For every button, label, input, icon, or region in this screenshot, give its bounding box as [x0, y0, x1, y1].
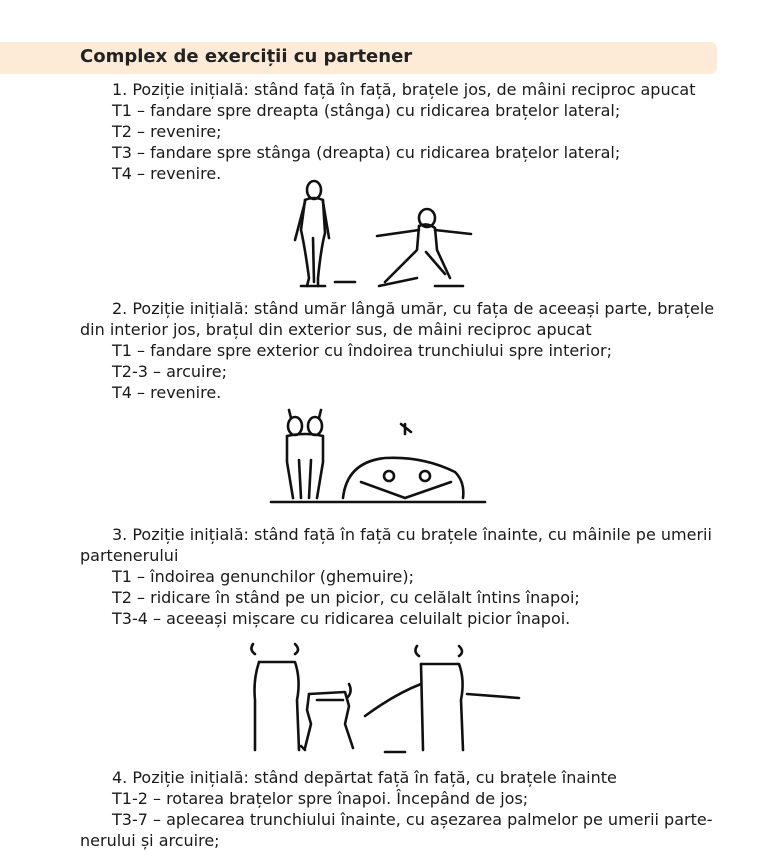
section-title: Complex de exerciții cu partener [80, 46, 413, 67]
ex3-step: T2 – ridicare în stând pe un picior, cu celălalt întins înapoi; [112, 588, 580, 607]
ex3-step: T1 – îndoirea genunchilor (ghemuire); [112, 567, 415, 586]
ex3-intro-line1: 3. Poziție inițială: stând față în față cu brațele înainte, cu mâinile pe umerii [112, 525, 712, 544]
ex1-step: T3 – fandare spre stânga (dreapta) cu ridicarea brațelor lateral; [112, 143, 621, 162]
ex2-intro-line2: din interior jos, brațul din exterior sus, de mâini reciproc apucat [80, 320, 592, 339]
ex2-intro-line1: 2. Poziție inițială: stând umăr lângă umăr, cu fața de aceeași parte, brațele [112, 299, 715, 318]
ex4-step: nerului și arcuire; [80, 831, 220, 850]
ex2-step: T2-3 – arcuire; [112, 362, 227, 381]
ex1-step: T2 – revenire; [112, 122, 222, 141]
ex1-step: T1 – fandare spre dreapta (stânga) cu ridicarea brațelor lateral; [112, 101, 621, 120]
ex4-intro: 4. Poziție inițială: stând depărtat față în față, cu brațele înainte [112, 768, 617, 787]
pair-side-bend-figure [265, 402, 490, 508]
ex4-step: T3-7 – aplecarea trunchiului înainte, cu așezarea palmelor pe umerii parte- [112, 810, 713, 829]
ex1-intro: 1. Poziție inițială: stând față în față, brațele jos, de mâini reciproc apucat [112, 80, 696, 99]
pair-lunge-figure [285, 178, 480, 290]
ex2-step: T1 – fandare spre exterior cu îndoirea trunchiului spre interior; [112, 341, 612, 360]
ex4-step: T1-2 – rotarea brațelor spre înapoi. Începând de jos; [112, 789, 529, 808]
pair-squat-figure [245, 640, 525, 755]
ex3-intro-line2: partenerului [80, 546, 179, 565]
ex3-step: T3-4 – aceeași mișcare cu ridicarea celuilalt picior înapoi. [112, 609, 571, 628]
ex1-step: T4 – revenire. [112, 164, 222, 183]
ex2-step: T4 – revenire. [112, 383, 222, 402]
